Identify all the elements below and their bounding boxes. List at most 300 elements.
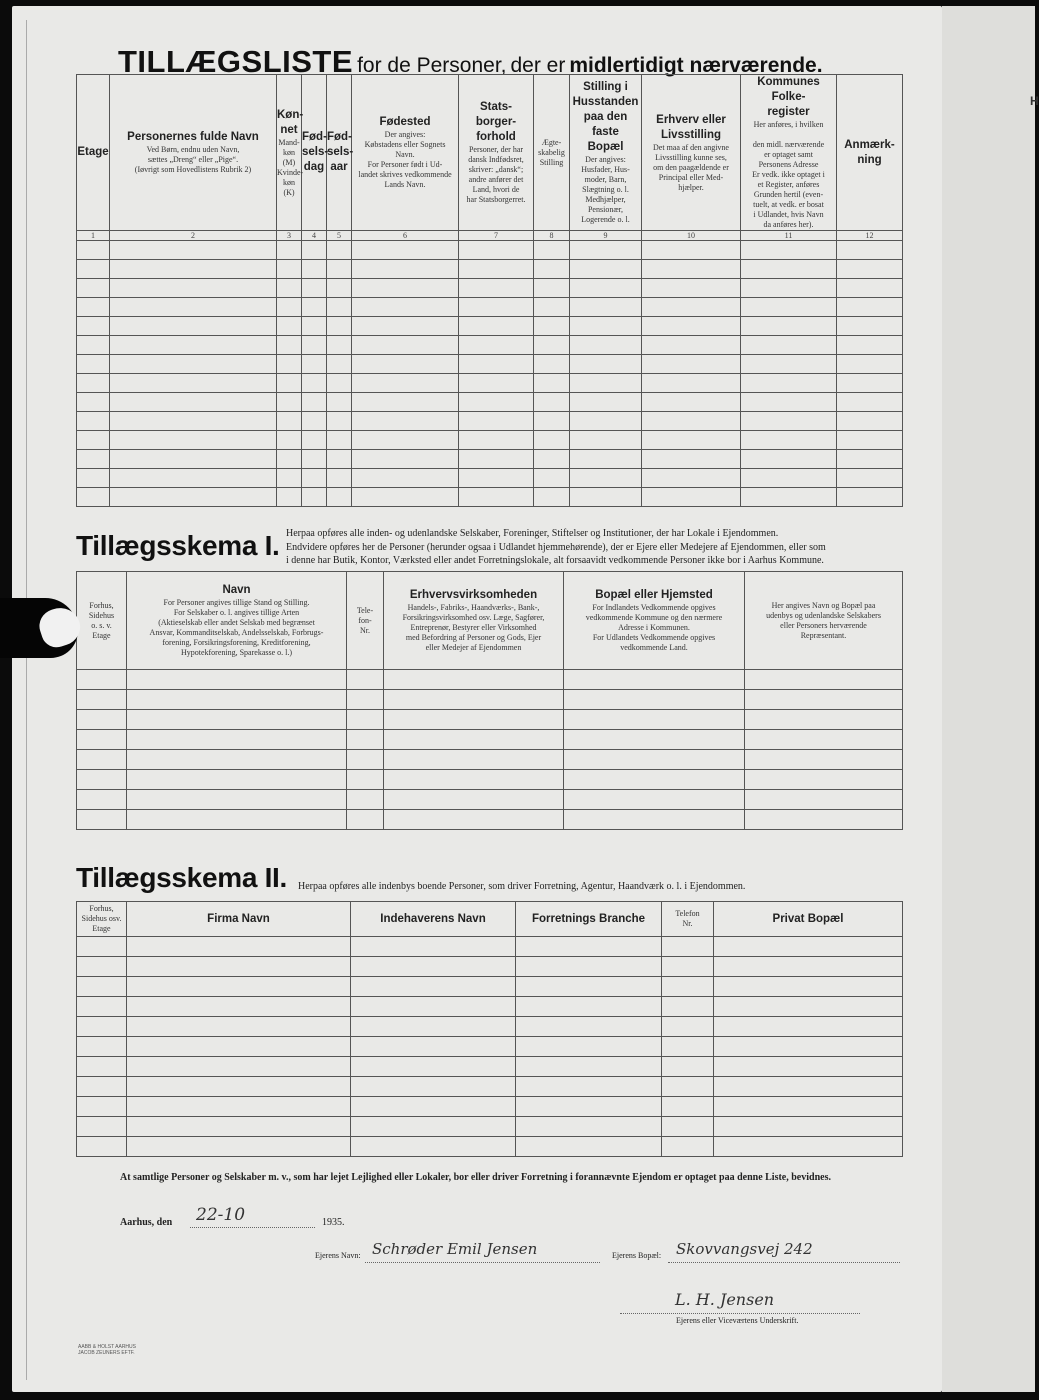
main-table-cell[interactable] [642, 241, 741, 260]
main-table-cell[interactable] [352, 279, 459, 298]
main-table-cell[interactable] [352, 488, 459, 507]
main-table-cell[interactable] [459, 279, 534, 298]
main-header-title-7: Stats- borger- forhold [475, 101, 517, 143]
skema1-table-cell[interactable] [77, 790, 127, 810]
main-table-cell[interactable] [741, 260, 837, 279]
skema2-table-cell[interactable] [714, 1057, 903, 1077]
skema2-table-cell[interactable] [77, 1017, 127, 1037]
skema2-table-cell[interactable] [662, 1057, 714, 1077]
main-table-cell[interactable] [534, 298, 570, 317]
skema1-table-cell[interactable] [384, 670, 564, 690]
main-table-cell[interactable] [302, 355, 327, 374]
main-table-cell[interactable] [459, 450, 534, 469]
skema2-table-cell[interactable] [516, 997, 662, 1017]
main-table-cell[interactable] [459, 241, 534, 260]
skema2-table-cell[interactable] [127, 1077, 351, 1097]
skema1-table-cell[interactable] [127, 670, 347, 690]
skema2-table-cell[interactable] [662, 997, 714, 1017]
skema2-table-cell[interactable] [662, 1017, 714, 1037]
skema1-table-cell[interactable] [347, 750, 384, 770]
skema1-table-cell[interactable] [127, 730, 347, 750]
main-table-cell[interactable] [352, 355, 459, 374]
main-table-cell[interactable] [77, 279, 110, 298]
main-table-cell[interactable] [110, 412, 277, 431]
main-table-cell[interactable] [837, 336, 903, 355]
skema2-table-cell[interactable] [127, 997, 351, 1017]
main-table-cell[interactable] [570, 260, 642, 279]
main-table-cell[interactable] [352, 431, 459, 450]
skema1-table-cell[interactable] [77, 810, 127, 830]
main-table-cell[interactable] [459, 260, 534, 279]
main-table-cell[interactable] [302, 450, 327, 469]
signature-label: Ejerens eller Viceværtens Underskrift. [676, 1316, 799, 1325]
skema2-table-cell[interactable] [516, 977, 662, 997]
main-table-cell[interactable] [534, 317, 570, 336]
printer-imprint: AABB & HOLST AARHUS JACOB ZEUNERS EFTF. [78, 1344, 136, 1356]
skema1-table-cell[interactable] [77, 750, 127, 770]
skema1-table-cell[interactable] [77, 710, 127, 730]
main-table-cell[interactable] [77, 355, 110, 374]
main-table-cell[interactable] [277, 469, 302, 488]
skema2-table-row [77, 1117, 903, 1137]
main-table-cell[interactable] [534, 393, 570, 412]
main-table-cell[interactable] [277, 374, 302, 393]
main-table-cell[interactable] [570, 374, 642, 393]
skema2-table-cell[interactable] [714, 1137, 903, 1157]
main-table-cell[interactable] [277, 241, 302, 260]
main-table-cell[interactable] [327, 336, 352, 355]
main-table-cell[interactable] [110, 488, 277, 507]
skema1-table-cell[interactable] [384, 750, 564, 770]
main-table-cell[interactable] [327, 298, 352, 317]
main-table-cell[interactable] [534, 469, 570, 488]
main-table-cell[interactable] [570, 412, 642, 431]
skema2-table-cell[interactable] [714, 957, 903, 977]
main-table-cell[interactable] [277, 355, 302, 374]
main-table-cell[interactable] [277, 336, 302, 355]
main-table-cell[interactable] [277, 298, 302, 317]
main-table-cell[interactable] [277, 450, 302, 469]
skema2-table-cell[interactable] [127, 937, 351, 957]
skema1-table-cell[interactable] [77, 690, 127, 710]
main-table-cell[interactable] [741, 336, 837, 355]
main-table-cell[interactable] [110, 450, 277, 469]
main-table-cell[interactable] [110, 355, 277, 374]
main-table-cell[interactable] [352, 298, 459, 317]
skema2-header-title-2: Firma Navn [207, 912, 270, 925]
skema1-table-cell[interactable] [745, 750, 903, 770]
skema1-table-cell[interactable] [745, 670, 903, 690]
main-table-cell[interactable] [302, 317, 327, 336]
main-table-cell[interactable] [302, 279, 327, 298]
skema2-table-cell[interactable] [662, 1097, 714, 1117]
main-table-cell[interactable] [459, 469, 534, 488]
main-table-cell[interactable] [302, 374, 327, 393]
skema2-table-cell[interactable] [351, 937, 516, 957]
skema2-table-cell[interactable] [516, 1097, 662, 1117]
skema2-table-cell[interactable] [127, 977, 351, 997]
main-table-cell[interactable] [837, 469, 903, 488]
main-table-cell[interactable] [277, 431, 302, 450]
skema2-table-cell[interactable] [127, 1037, 351, 1057]
main-table-cell[interactable] [77, 450, 110, 469]
skema1-table-cell[interactable] [127, 770, 347, 790]
main-table-cell[interactable] [459, 355, 534, 374]
main-table-cell[interactable] [110, 298, 277, 317]
skema1-table-cell[interactable] [745, 710, 903, 730]
skema2-table-cell[interactable] [714, 997, 903, 1017]
main-table-cell[interactable] [741, 488, 837, 507]
main-table-cell[interactable] [277, 279, 302, 298]
skema2-table-cell[interactable] [127, 1057, 351, 1077]
main-table-cell[interactable] [534, 412, 570, 431]
main-table-cell[interactable] [459, 317, 534, 336]
main-table-cell[interactable] [741, 298, 837, 317]
main-table-cell[interactable] [327, 469, 352, 488]
main-table-cell[interactable] [327, 431, 352, 450]
main-table-cell[interactable] [459, 488, 534, 507]
skema2-table-cell[interactable] [77, 1057, 127, 1077]
main-table-cell[interactable] [741, 450, 837, 469]
main-table-cell[interactable] [642, 431, 741, 450]
main-table-cell[interactable] [837, 355, 903, 374]
main-table-cell[interactable] [77, 488, 110, 507]
main-table-cell[interactable] [352, 260, 459, 279]
main-table-cell[interactable] [327, 412, 352, 431]
main-table-cell[interactable] [459, 412, 534, 431]
skema1-table-cell[interactable] [564, 750, 745, 770]
main-table-cell[interactable] [110, 241, 277, 260]
main-table-cell[interactable] [534, 488, 570, 507]
main-table-cell[interactable] [570, 336, 642, 355]
skema2-table-cell[interactable] [77, 1037, 127, 1057]
skema1-table-cell[interactable] [745, 790, 903, 810]
skema2-table-cell[interactable] [516, 1057, 662, 1077]
main-table-cell[interactable] [741, 469, 837, 488]
skema2-table-cell[interactable] [127, 1017, 351, 1037]
main-table-cell[interactable] [77, 336, 110, 355]
skema2-table-cell[interactable] [351, 997, 516, 1017]
main-table-cell[interactable] [352, 412, 459, 431]
main-table-cell[interactable] [459, 431, 534, 450]
main-table-cell[interactable] [277, 260, 302, 279]
main-table-cell[interactable] [352, 336, 459, 355]
main-table-cell[interactable] [277, 488, 302, 507]
main-table-cell[interactable] [837, 374, 903, 393]
main-table-cell[interactable] [570, 241, 642, 260]
skema1-table-cell[interactable] [347, 690, 384, 710]
skema2-title: Tillægsskema II. [76, 862, 288, 893]
skema2-table-cell[interactable] [714, 1037, 903, 1057]
skema2-table-cell[interactable] [516, 937, 662, 957]
skema1-table-cell[interactable] [77, 670, 127, 690]
main-table-cell[interactable] [110, 393, 277, 412]
main-table-cell[interactable] [741, 279, 837, 298]
main-table-cell[interactable] [837, 260, 903, 279]
main-table-cell[interactable] [327, 374, 352, 393]
skema1-table-cell[interactable] [347, 770, 384, 790]
skema2-table-cell[interactable] [77, 977, 127, 997]
main-table-cell[interactable] [459, 393, 534, 412]
skema1-table-cell[interactable] [347, 670, 384, 690]
main-table-cell[interactable] [277, 412, 302, 431]
main-table-cell[interactable] [352, 241, 459, 260]
skema1-table-row [77, 690, 903, 710]
main-table-cell[interactable] [570, 355, 642, 374]
main-table-cell[interactable] [837, 317, 903, 336]
skema2-table-cell[interactable] [662, 1117, 714, 1137]
skema1-table-cell[interactable] [745, 730, 903, 750]
main-table-cell[interactable] [642, 488, 741, 507]
skema1-table-cell[interactable] [127, 810, 347, 830]
skema1-table-row [77, 710, 903, 730]
main-table-cell[interactable] [77, 431, 110, 450]
main-table-cell[interactable] [570, 298, 642, 317]
main-table-cell[interactable] [110, 260, 277, 279]
skema2-table-cell[interactable] [516, 1137, 662, 1157]
main-table-cell[interactable] [327, 393, 352, 412]
skema2-table-cell[interactable] [77, 937, 127, 957]
skema2-table-cell[interactable] [714, 937, 903, 957]
skema2-table-row [77, 997, 903, 1017]
main-table-cell[interactable] [77, 374, 110, 393]
main-table-cell[interactable] [741, 355, 837, 374]
main-table-cell[interactable] [77, 260, 110, 279]
skema2-table-cell[interactable] [662, 977, 714, 997]
skema1-table-cell[interactable] [77, 770, 127, 790]
skema1-table-cell[interactable] [564, 690, 745, 710]
main-table-cell[interactable] [837, 279, 903, 298]
main-table-cell[interactable] [302, 412, 327, 431]
main-table-cell[interactable] [352, 374, 459, 393]
main-table-cell[interactable] [741, 431, 837, 450]
main-table-cell[interactable] [302, 469, 327, 488]
skema2-table-cell[interactable] [662, 1077, 714, 1097]
main-table-cell[interactable] [741, 317, 837, 336]
main-table-cell[interactable] [570, 469, 642, 488]
main-table-cell[interactable] [277, 317, 302, 336]
main-table-cell[interactable] [327, 488, 352, 507]
main-table-cell[interactable] [534, 431, 570, 450]
main-table-cell[interactable] [327, 260, 352, 279]
skema2-table-cell[interactable] [77, 1117, 127, 1137]
main-table-cell[interactable] [277, 393, 302, 412]
main-header-note-2: Ved Børn, endnu uden Navn, sættes „Dreng“ eller „Pige“. (Iøvrigt som Hovedlistens Rubrik 2) [134, 145, 252, 174]
main-table-cell[interactable] [77, 412, 110, 431]
main-table-cell[interactable] [642, 279, 741, 298]
skema2-table-cell[interactable] [77, 1097, 127, 1117]
skema2-table-cell[interactable] [516, 957, 662, 977]
skema1-table-cell[interactable] [384, 790, 564, 810]
skema2-table-cell[interactable] [714, 1097, 903, 1117]
main-table-cell[interactable] [352, 469, 459, 488]
main-table-cell[interactable] [837, 298, 903, 317]
skema2-table-cell[interactable] [662, 937, 714, 957]
main-table-cell[interactable] [837, 488, 903, 507]
skema1-table-cell[interactable] [564, 670, 745, 690]
main-table-cell[interactable] [570, 488, 642, 507]
main-table-cell[interactable] [570, 317, 642, 336]
skema2-table-cell[interactable] [351, 1137, 516, 1157]
main-table-cell[interactable] [642, 260, 741, 279]
main-table-cell[interactable] [77, 298, 110, 317]
main-table-cell[interactable] [327, 355, 352, 374]
skema1-table-cell[interactable] [127, 710, 347, 730]
skema2-table-cell[interactable] [516, 1117, 662, 1137]
skema1-table-cell[interactable] [127, 750, 347, 770]
skema2-table-cell[interactable] [127, 1137, 351, 1157]
skema2-table-cell[interactable] [351, 977, 516, 997]
skema1-table-cell[interactable] [745, 770, 903, 790]
main-table-cell[interactable] [352, 450, 459, 469]
skema1-table-cell[interactable] [127, 790, 347, 810]
main-table-cell[interactable] [459, 374, 534, 393]
column-number-2: 2 [110, 231, 277, 241]
main-header-title-4: Fød- sels- dag [302, 131, 329, 173]
skema1-table-cell[interactable] [564, 810, 745, 830]
skema2-table-cell[interactable] [662, 1137, 714, 1157]
skema2-table-cell[interactable] [127, 1097, 351, 1117]
main-table-cell[interactable] [327, 450, 352, 469]
skema1-table-cell[interactable] [564, 770, 745, 790]
main-table-cell[interactable] [327, 317, 352, 336]
main-header-col-8 [534, 75, 570, 231]
main-table-cell[interactable] [352, 317, 459, 336]
skema1-header-note-3: Tele- fon- Nr. [356, 605, 374, 635]
skema2-table-cell[interactable] [662, 1037, 714, 1057]
column-number-10: 10 [642, 231, 741, 241]
main-table-cell[interactable] [642, 450, 741, 469]
skema2-table-cell[interactable] [351, 957, 516, 977]
owner-name-line [365, 1262, 600, 1263]
main-table-cell[interactable] [302, 336, 327, 355]
skema2-table-cell[interactable] [77, 1137, 127, 1157]
main-table-cell[interactable] [302, 298, 327, 317]
main-table-cell[interactable] [534, 241, 570, 260]
main-table-cell[interactable] [570, 279, 642, 298]
main-table-cell[interactable] [534, 260, 570, 279]
main-table-cell[interactable] [534, 336, 570, 355]
main-table-cell[interactable] [642, 469, 741, 488]
main-table-cell[interactable] [110, 317, 277, 336]
skema1-table-cell[interactable] [384, 730, 564, 750]
skema2-header-col-3 [351, 902, 516, 937]
main-table-cell[interactable] [741, 412, 837, 431]
main-table-cell[interactable] [534, 355, 570, 374]
main-table-cell[interactable] [459, 298, 534, 317]
main-table-cell[interactable] [302, 241, 327, 260]
main-table-cell[interactable] [302, 393, 327, 412]
main-table-cell[interactable] [642, 317, 741, 336]
skema1-table-cell[interactable] [384, 710, 564, 730]
main-table-cell[interactable] [570, 450, 642, 469]
main-table-cell[interactable] [642, 355, 741, 374]
main-table-cell[interactable] [741, 393, 837, 412]
skema2-table-cell[interactable] [516, 1037, 662, 1057]
skema1-table-cell[interactable] [564, 790, 745, 810]
skema2-table-cell[interactable] [77, 997, 127, 1017]
main-table-cell[interactable] [110, 431, 277, 450]
skema1-table-cell[interactable] [77, 730, 127, 750]
main-table-cell[interactable] [570, 431, 642, 450]
skema2-table-cell[interactable] [127, 1117, 351, 1137]
skema2-table-cell[interactable] [77, 957, 127, 977]
main-table-cell[interactable] [110, 374, 277, 393]
skema2-table-cell[interactable] [351, 1077, 516, 1097]
skema2-table-cell[interactable] [714, 1077, 903, 1097]
main-table-cell[interactable] [110, 469, 277, 488]
skema2-table-cell[interactable] [351, 1097, 516, 1117]
skema2-table-cell[interactable] [662, 957, 714, 977]
skema2-table-cell[interactable] [77, 1077, 127, 1097]
main-table-cell[interactable] [642, 393, 741, 412]
skema2-table-cell[interactable] [127, 957, 351, 977]
main-table-cell[interactable] [642, 298, 741, 317]
skema1-table-cell[interactable] [127, 690, 347, 710]
main-table-cell[interactable] [570, 393, 642, 412]
main-table-cell[interactable] [327, 279, 352, 298]
skema2-table-cell[interactable] [351, 1037, 516, 1057]
column-number-6: 6 [352, 231, 459, 241]
main-table-cell[interactable] [837, 241, 903, 260]
main-table-cell[interactable] [642, 412, 741, 431]
main-table-cell[interactable] [302, 260, 327, 279]
skema1-table-cell[interactable] [564, 730, 745, 750]
main-table-cell[interactable] [459, 336, 534, 355]
skema2-table-cell[interactable] [351, 1057, 516, 1077]
main-table-cell[interactable] [77, 393, 110, 412]
main-table-cell[interactable] [837, 412, 903, 431]
main-table-cell[interactable] [642, 336, 741, 355]
main-table-cell[interactable] [837, 450, 903, 469]
skema1-table-cell[interactable] [347, 710, 384, 730]
main-table-cell[interactable] [741, 374, 837, 393]
main-table-cell[interactable] [534, 374, 570, 393]
skema1-table-cell[interactable] [384, 690, 564, 710]
main-table-cell[interactable] [534, 450, 570, 469]
skema1-table-cell[interactable] [347, 810, 384, 830]
skema1-table-cell[interactable] [347, 790, 384, 810]
main-table-cell[interactable] [302, 488, 327, 507]
main-table-cell[interactable] [77, 241, 110, 260]
skema2-table-cell[interactable] [351, 1117, 516, 1137]
main-table-cell[interactable] [534, 279, 570, 298]
main-table-cell[interactable] [837, 393, 903, 412]
skema1-table-cell[interactable] [745, 690, 903, 710]
skema2-table-cell[interactable] [516, 1077, 662, 1097]
main-table-cell[interactable] [77, 469, 110, 488]
main-table-cell[interactable] [837, 431, 903, 450]
skema2-table-cell[interactable] [714, 1017, 903, 1037]
skema1-table-cell[interactable] [745, 810, 903, 830]
skema2-table-cell[interactable] [714, 977, 903, 997]
main-table-cell[interactable] [77, 317, 110, 336]
main-table-cell[interactable] [110, 279, 277, 298]
main-table-cell[interactable] [642, 374, 741, 393]
main-table-cell[interactable] [741, 241, 837, 260]
skema1-table-cell[interactable] [384, 810, 564, 830]
main-table-cell[interactable] [352, 393, 459, 412]
skema1-table-cell[interactable] [564, 710, 745, 730]
skema1-table-cell[interactable] [347, 730, 384, 750]
main-table-cell[interactable] [327, 241, 352, 260]
skema2-table-cell[interactable] [351, 1017, 516, 1037]
skema2-table-cell[interactable] [714, 1117, 903, 1137]
main-table-cell[interactable] [110, 336, 277, 355]
main-table-cell[interactable] [302, 431, 327, 450]
skema2-table-cell[interactable] [516, 1017, 662, 1037]
skema1-table-cell[interactable] [384, 770, 564, 790]
